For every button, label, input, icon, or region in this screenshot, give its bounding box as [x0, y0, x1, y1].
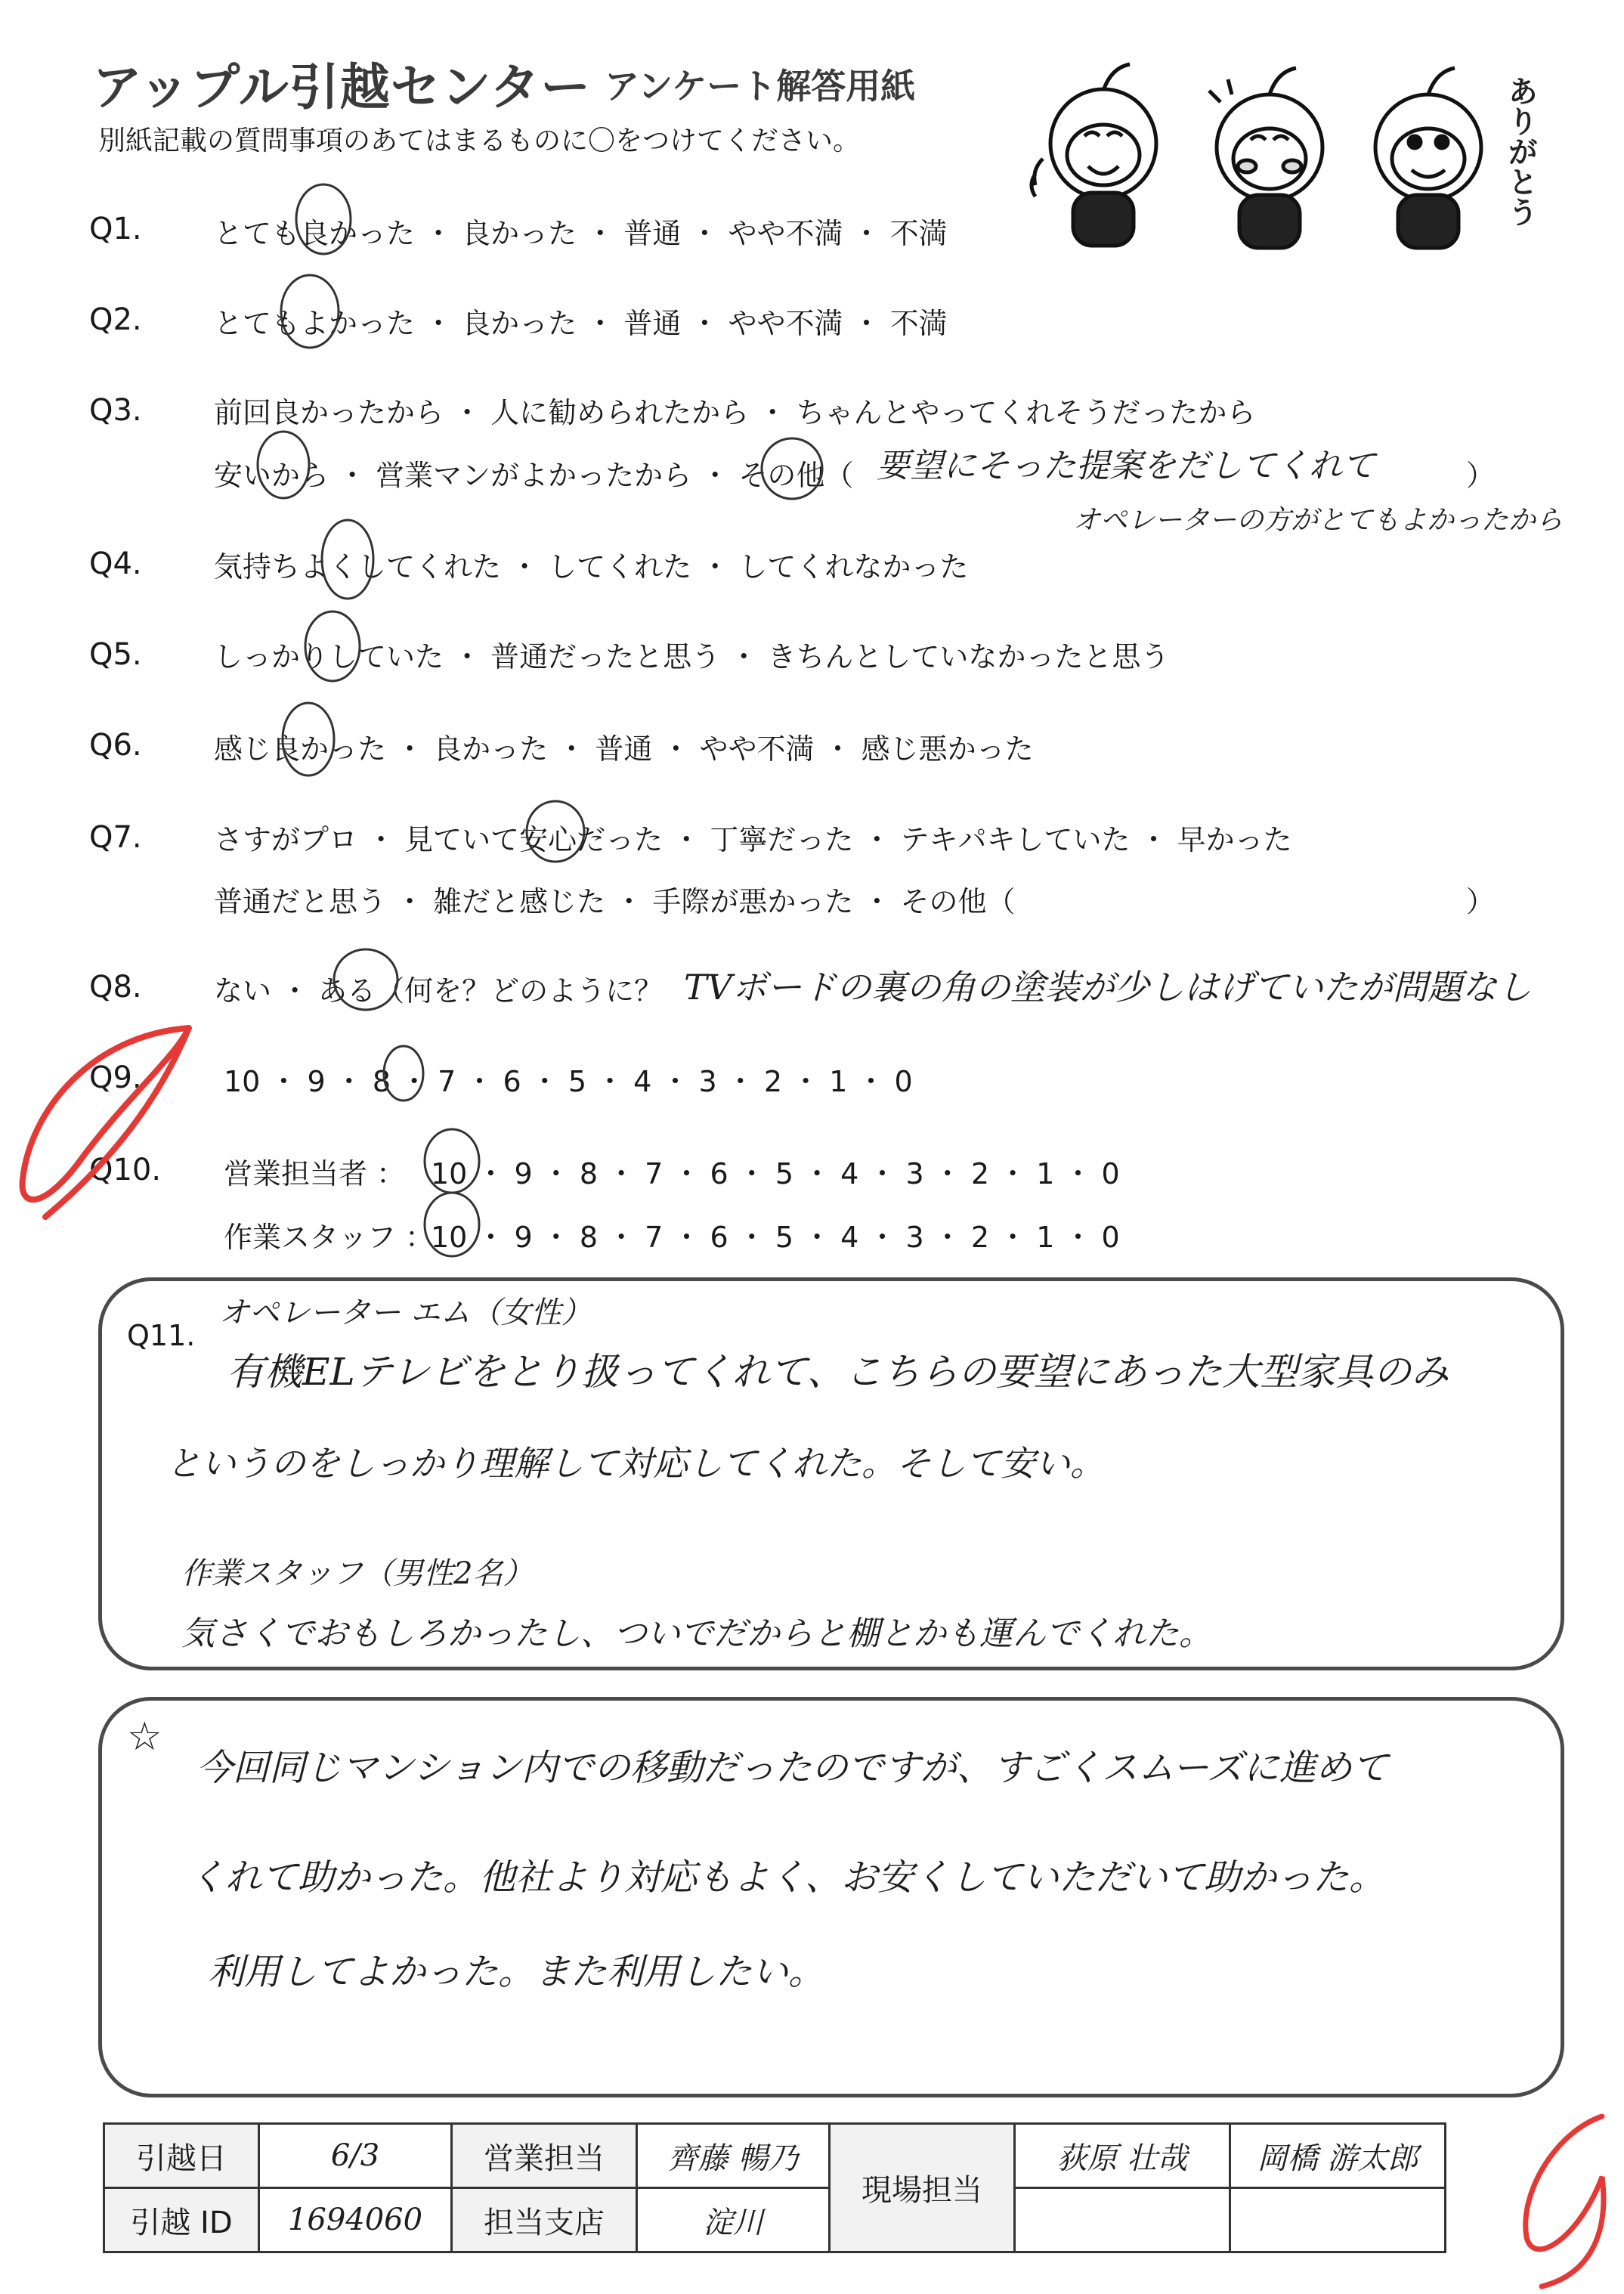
q11-handwritten-3: というのをしっかり理解して対応してくれた。そして安い。	[166, 1443, 1105, 1484]
q8-options[interactable]: ない ・ ある（何を？どのように？	[214, 974, 664, 1008]
q7-label: Q7.	[89, 820, 142, 855]
q10-staff-answer-circle	[425, 1193, 479, 1256]
q4-answer-circle	[322, 520, 373, 599]
q10-staff-scale[interactable]: 10 ・ 9 ・ 8 ・ 7 ・ 6 ・ 5 ・ 4 ・ 3 ・ 2 ・ 1 ・ 0	[431, 1221, 1120, 1254]
q3-close-paren: ）	[1466, 459, 1496, 492]
q9-answer-circle	[384, 1046, 423, 1101]
branch-value: 淀川	[637, 2188, 830, 2252]
q6-answer-circle	[283, 703, 334, 776]
q5-label: Q5.	[89, 637, 142, 672]
q5-options[interactable]: しっかりしていた ・ 普通だったと思う ・ きちんとしていなかったと思う	[214, 640, 1170, 673]
q3-options-line1[interactable]: 前回良かったから ・ 人に勧められたから ・ ちゃんとやってくれそうだったから	[214, 396, 1256, 429]
q7-options-line1[interactable]: さすがプロ ・ 見ていて安心だった ・ 丁寧だった ・ テキパキしていた ・ 早かった	[214, 823, 1292, 856]
free-comment-handwritten-2: くれて助かった。他社より対応もよく、お安くしていただいて助かった。	[189, 1856, 1386, 1899]
q3-label: Q3.	[89, 393, 142, 428]
q3-options-line2[interactable]: 安いから ・ 営業マンがよかったから ・ その他（	[214, 459, 854, 492]
q11-handwritten-5: 気さくでおもしろかったし、ついでだからと棚とかも運んでくれた。	[181, 1614, 1212, 1653]
q8-handwritten-answer: TVボードの裏の角の塗装が少しはげていたが問題なし	[684, 967, 1532, 1008]
free-comment-handwritten-3: 利用してよかった。また利用したい。	[208, 1951, 825, 1993]
q9-label: Q9.	[89, 1060, 142, 1095]
move-date-label: 引越日	[104, 2124, 259, 2188]
q10-sales-label: 営業担当者 ：	[224, 1157, 406, 1190]
q4-label: Q4.	[89, 546, 142, 581]
q1-label: Q1.	[89, 212, 142, 246]
q10-sales-scale[interactable]: 10 ・ 9 ・ 8 ・ 7 ・ 6 ・ 5 ・ 4 ・ 3 ・ 2 ・ 1 ・ 0	[431, 1157, 1120, 1190]
q3-handwritten-other-2: オペレーターの方がとてもよかったから	[1073, 505, 1564, 536]
q3-answer-circle-a	[258, 432, 309, 498]
q11-handwritten-1: オペレーター エム（女性）	[219, 1296, 592, 1330]
q11-handwritten-2: 有機ELテレビをとり扱ってくれて、こちらの要望にあった大型家具のみ	[227, 1350, 1449, 1394]
q10-label: Q10.	[89, 1153, 162, 1187]
site-rep-label: 現場担当	[830, 2124, 1015, 2252]
free-comment-handwritten-1: 今回同じマンション内での移動だったのですが、すごくスムーズに進めて	[196, 1747, 1389, 1789]
move-id-value: 1694060	[259, 2188, 452, 2252]
star-icon: ☆	[127, 1714, 162, 1760]
q9-scale[interactable]: 10 ・ 9 ・ 8 ・ 7 ・ 6 ・ 5 ・ 4 ・ 3 ・ 2 ・ 1 ・ 0	[224, 1065, 913, 1098]
move-id-label: 引越 ID	[104, 2188, 259, 2252]
thanks-text: ありがとう	[1504, 76, 1537, 227]
page-subtitle: アンケート解答用紙	[605, 66, 916, 107]
q11-handwritten-4: 作業スタッフ（男性2名）	[181, 1556, 534, 1591]
q2-answer-circle	[281, 275, 339, 348]
branch-label: 担当支店	[452, 2188, 637, 2252]
site-rep-empty-2	[1230, 2188, 1446, 2252]
q2-label: Q2.	[89, 302, 142, 337]
q8-label: Q8.	[89, 970, 142, 1005]
page-title: アップル引越センター	[92, 58, 592, 116]
q7-options-line2[interactable]: 普通だと思う ・ 雑だと感じた ・ 手際が悪かった ・ その他（	[214, 885, 1016, 918]
q7-answer-circle	[527, 801, 584, 862]
q1-options[interactable]: とても良かった ・ 良かった ・ 普通 ・ やや不満 ・ 不満	[214, 217, 948, 250]
q11-label: Q11.	[127, 1319, 196, 1352]
move-date-value: 6/3	[259, 2124, 452, 2188]
site-rep-value-1: 荻原 壮哉	[1015, 2124, 1230, 2188]
move-info-table	[103, 2122, 1446, 2253]
q3-handwritten-other-1: 要望にそった提案をだしてくれて	[877, 447, 1375, 485]
q5-answer-circle	[305, 611, 360, 681]
q10-staff-label: 作業スタッフ ：	[224, 1221, 435, 1254]
q3-answer-circle-b	[762, 438, 822, 499]
q4-options[interactable]: 気持ちよくしてくれた ・ してくれた ・ してくれなかった	[214, 550, 969, 584]
instruction-text: 別紙記載の質問事項のあてはまるものに〇をつけてください。	[98, 125, 861, 156]
site-rep-value-2: 岡橋 游太郎	[1230, 2124, 1446, 2188]
site-rep-empty-1	[1015, 2188, 1230, 2252]
sales-rep-label: 営業担当	[452, 2124, 637, 2188]
q8-answer-circle	[334, 949, 397, 1010]
q10-sales-answer-circle	[425, 1129, 479, 1193]
q6-label: Q6.	[89, 728, 142, 763]
sales-rep-value: 齊藤 暢乃	[637, 2124, 830, 2188]
q7-close-paren: ）	[1466, 885, 1496, 918]
q2-options[interactable]: とてもよかった ・ 良かった ・ 普通 ・ やや不満 ・ 不満	[214, 307, 948, 340]
q6-options[interactable]: 感じ良かった ・ 良かった ・ 普通 ・ やや不満 ・ 感じ悪かった	[214, 732, 1034, 766]
q1-answer-circle	[296, 184, 351, 254]
